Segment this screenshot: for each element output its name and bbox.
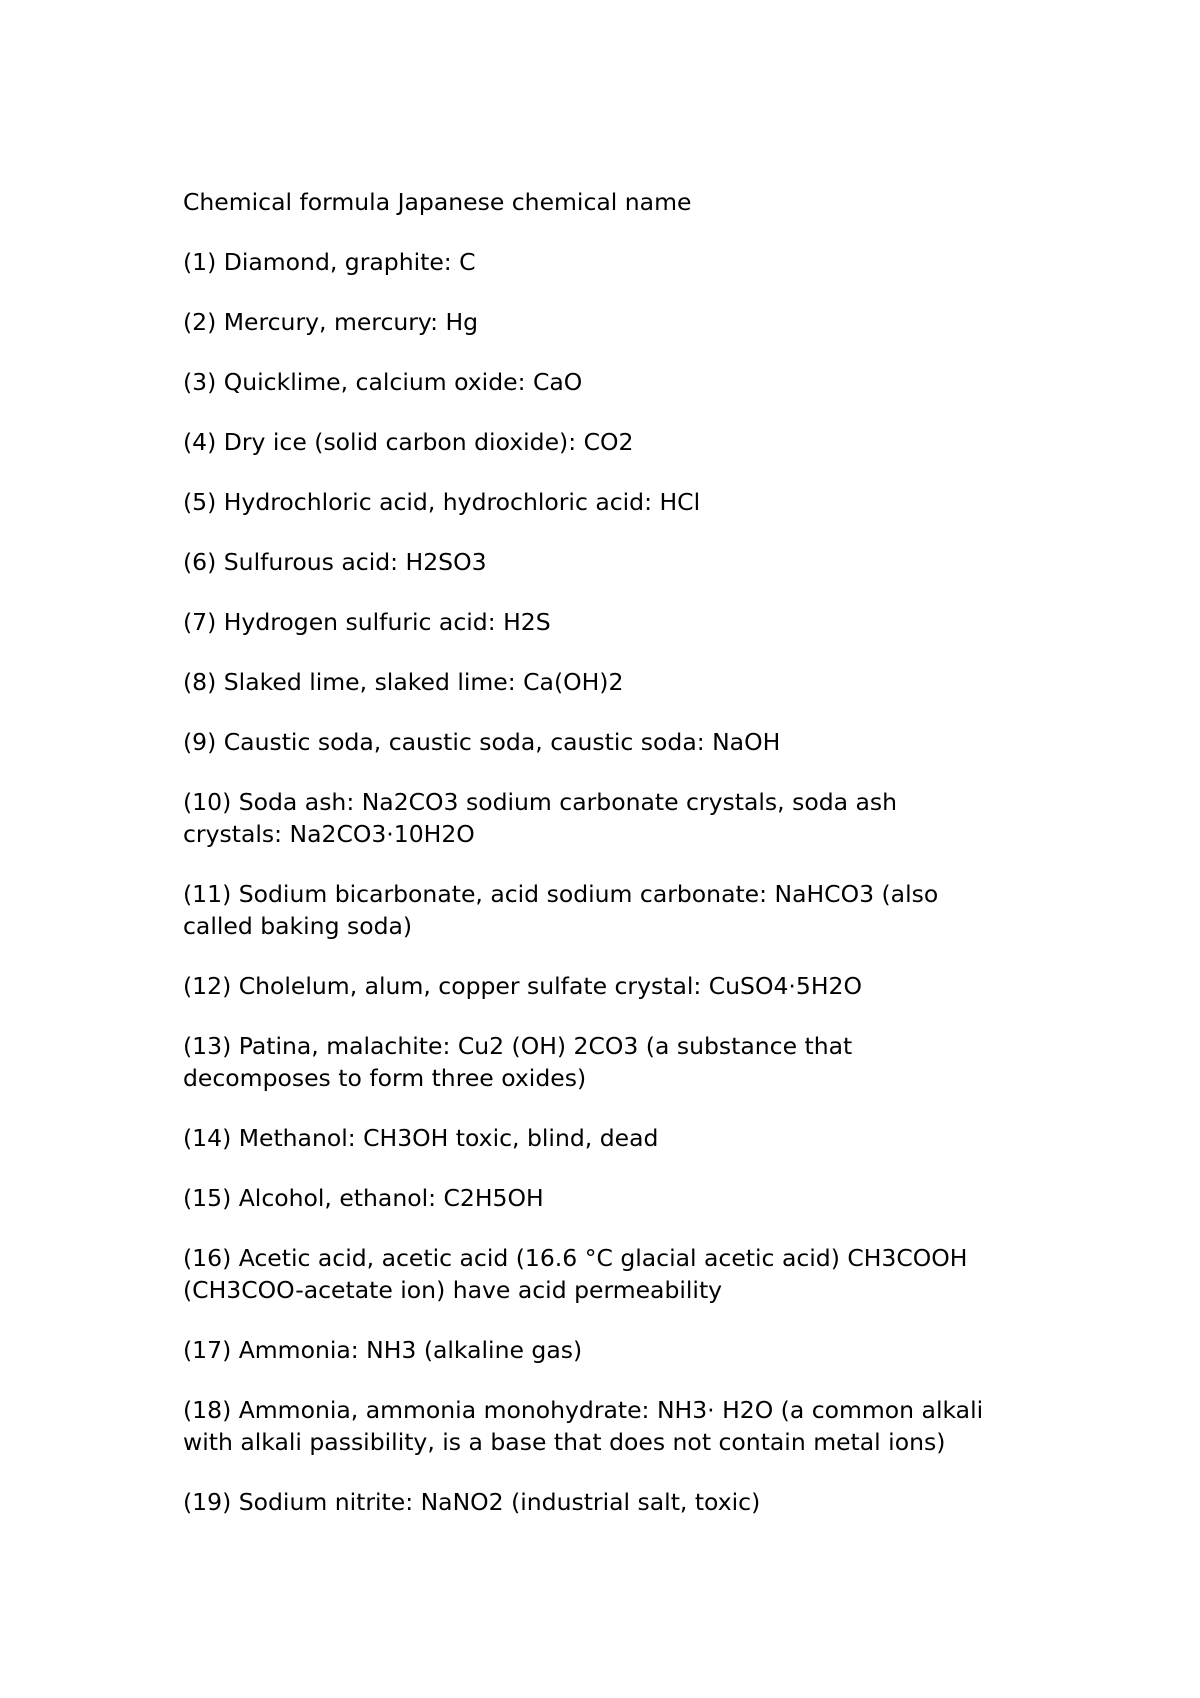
list-item [183,426,1033,458]
entry-line: (16) Acetic acid, acetic acid (16.6 °C glacial acetic acid) CH3COOH [183,1244,968,1272]
list-item [183,1030,1033,1094]
entry-line: (3) Quicklime, calcium oxide: CaO [183,368,583,396]
entry-line: (8) Slaked lime, slaked lime: Ca(OH)2 [183,668,624,696]
list-item [183,726,1033,758]
entry-line: (17) Ammonia: NH3 (alkaline gas) [183,1336,583,1364]
entry-line: (5) Hydrochloric acid, hydrochloric acid: HCl [183,488,701,516]
entry-line: decomposes to form three oxides) [183,1064,587,1092]
list-item [183,1242,1033,1306]
list-item [183,486,1033,518]
list-item [183,1486,1033,1518]
list-item [183,666,1033,698]
entry-line: (14) Methanol: CH3OH toxic, blind, dead [183,1124,659,1152]
entry-line: (CH3COO-acetate ion) have acid permeability [183,1276,723,1304]
document-body [183,186,1033,1546]
entry-line: (11) Sodium bicarbonate, acid sodium carbonate: NaHCO3 (also [183,880,939,908]
list-item [183,970,1033,1002]
list-item [183,366,1033,398]
entry-line: called baking soda) [183,912,413,940]
document-heading: Chemical formula Japanese chemical name [183,188,692,216]
list-item [183,786,1033,850]
list-item [183,246,1033,278]
list-item [183,606,1033,638]
entry-line: (10) Soda ash: Na2CO3 sodium carbonate crystals, soda ash [183,788,898,816]
list-item [183,306,1033,338]
entry-line: (1) Diamond, graphite: C [183,248,476,276]
entry-line: crystals: Na2CO3·10H2O [183,820,475,848]
entry-line: with alkali passibility, is a base that does not contain metal ions) [183,1428,946,1456]
entry-line: (18) Ammonia, ammonia monohydrate: NH3· H2O (a common alkali [183,1396,984,1424]
entry-line: (13) Patina, malachite: Cu2 (OH) 2CO3 (a substance that [183,1032,853,1060]
entry-line: (2) Mercury, mercury: Hg [183,308,479,336]
list-item [183,1182,1033,1214]
entry-line: (6) Sulfurous acid: H2SO3 [183,548,487,576]
entry-line: (9) Caustic soda, caustic soda, caustic soda: NaOH [183,728,781,756]
entry-line: (4) Dry ice (solid carbon dioxide): CO2 [183,428,634,456]
list-item [183,878,1033,942]
entry-line: (15) Alcohol, ethanol: C2H5OH [183,1184,544,1212]
entry-line: (12) Cholelum, alum, copper sulfate crystal: CuSO4·5H2O [183,972,862,1000]
list-item [183,546,1033,578]
list-item [183,1334,1033,1366]
list-item [183,1394,1033,1458]
entry-line: (7) Hydrogen sulfuric acid: H2S [183,608,551,636]
list-item [183,1122,1033,1154]
entry-line: (19) Sodium nitrite: NaNO2 (industrial salt, toxic) [183,1488,761,1516]
